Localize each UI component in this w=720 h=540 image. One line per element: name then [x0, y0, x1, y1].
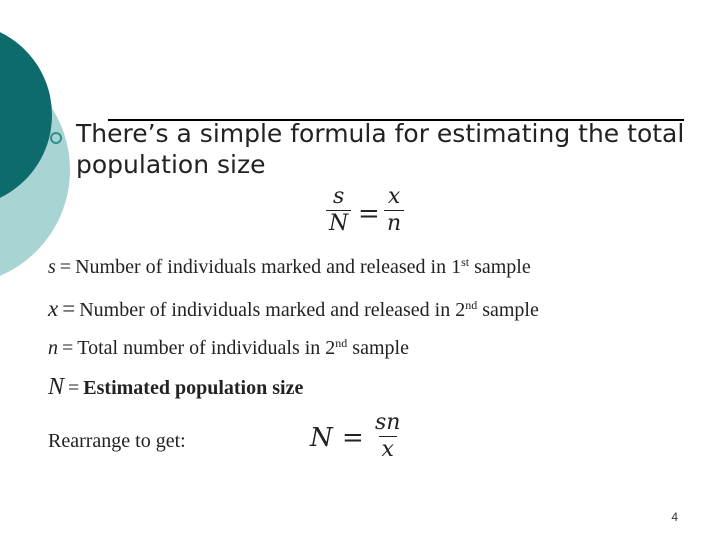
symbol: n [48, 337, 58, 359]
numerator-sn: sn [375, 410, 401, 435]
rearrange-label: Rearrange to get: [48, 430, 186, 452]
symbol: s [48, 256, 56, 278]
fraction-sn-over-x [372, 410, 403, 463]
definition-n [48, 337, 409, 360]
definition-text-end: sample [477, 299, 539, 321]
definition-text: Number of individuals marked and released in 2 [79, 299, 466, 321]
bullet-icon [50, 132, 62, 144]
definition-s [48, 256, 531, 279]
equals: = [62, 337, 74, 359]
numerator-x: x [387, 184, 401, 209]
ordinal-suffix: nd [335, 336, 348, 350]
definition-N [48, 374, 303, 401]
decorative-circles [0, 0, 80, 290]
definition-text-end: sample [347, 337, 409, 359]
symbol: N [48, 374, 65, 400]
formula2-equals: = [342, 423, 364, 453]
ordinal-suffix: st [461, 255, 470, 269]
equals: = [62, 296, 76, 321]
equals-sign: = [358, 199, 380, 229]
fraction-x-over-n [384, 184, 404, 237]
formula2-lhs: N [310, 423, 333, 453]
definition-text: Total number of individuals in 2 [77, 337, 336, 359]
ordinal-suffix: nd [465, 298, 478, 312]
definition-text: Estimated population size [83, 377, 304, 399]
equals: = [59, 256, 72, 278]
slide-heading: There’s a simple formula for estimating the total population size [76, 119, 685, 179]
denominator-x: x [379, 436, 397, 463]
definition-x [48, 296, 539, 322]
symbol: x [48, 296, 59, 321]
fraction-s-over-N [326, 184, 351, 237]
numerator-s: s [332, 184, 345, 209]
definition-text: Number of individuals marked and released in 1 [75, 256, 462, 278]
denominator-N: N [326, 210, 351, 237]
denominator-n: n [384, 210, 404, 237]
equals: = [68, 377, 80, 399]
definition-text-end: sample [469, 256, 531, 278]
page-number: 4 [671, 510, 678, 524]
